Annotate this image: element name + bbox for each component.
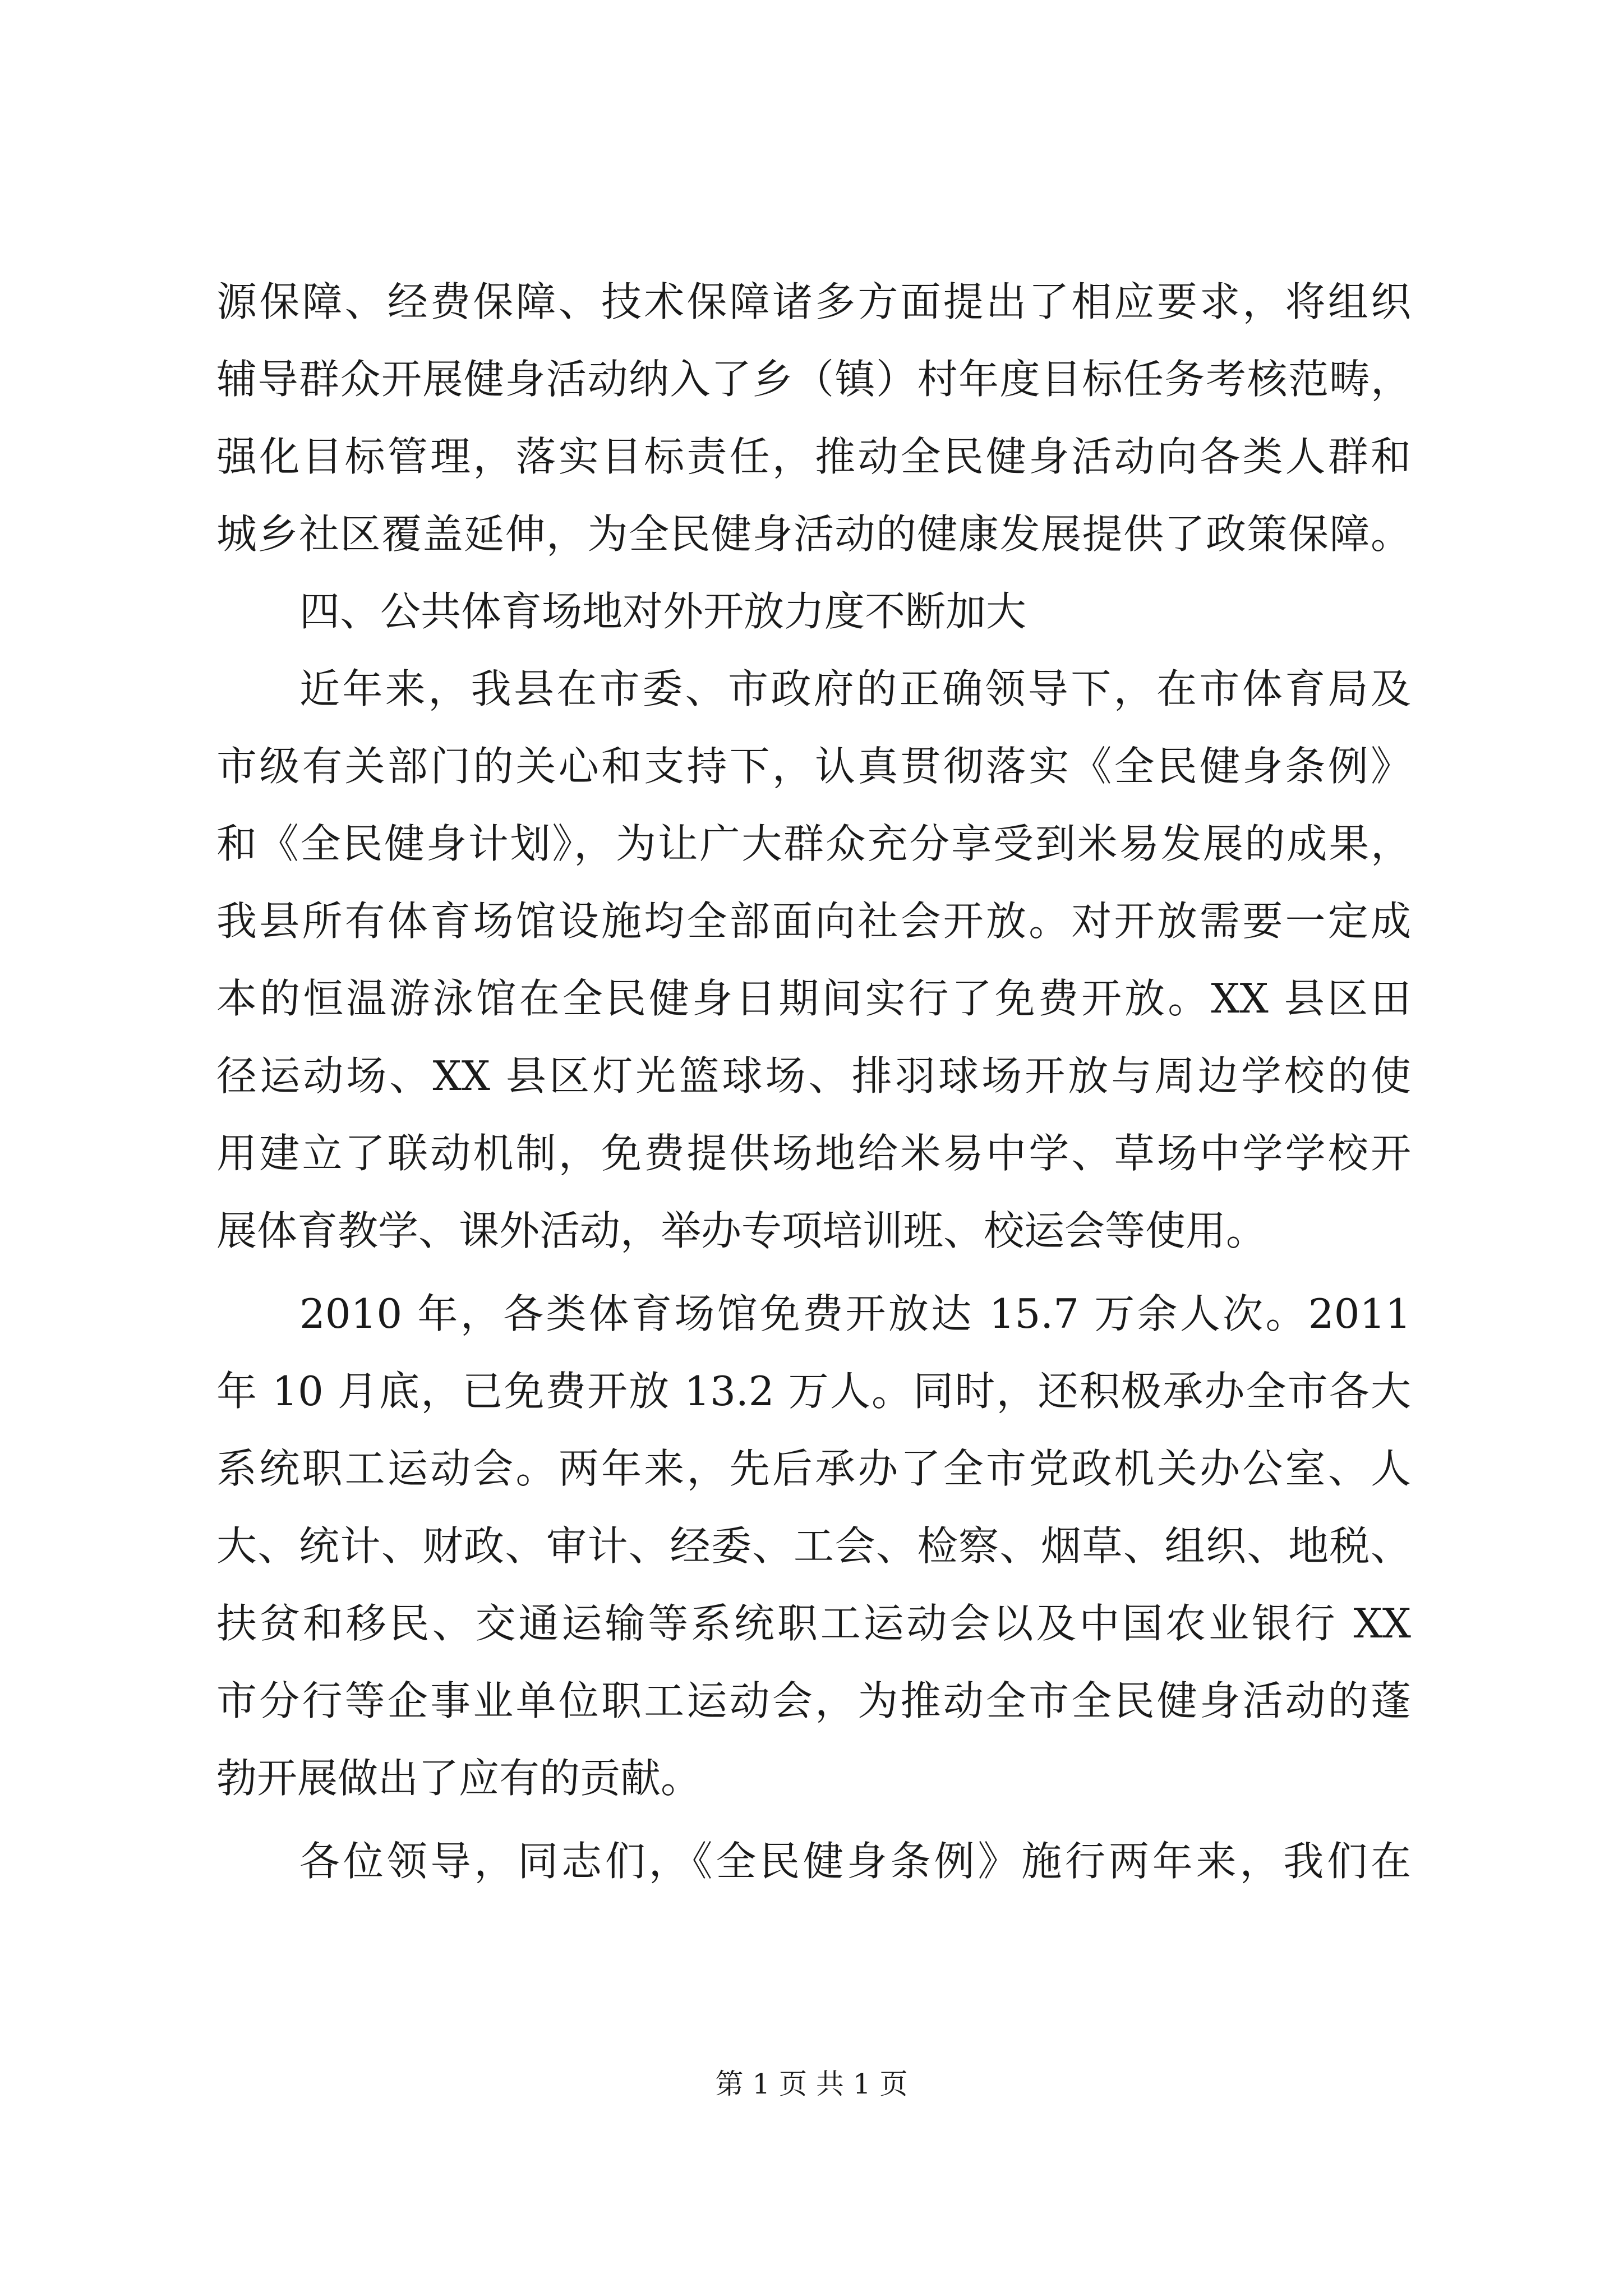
text-line: 勃开展做出了应有的贡献。 xyxy=(216,1755,702,1802)
text-line: 近年来，我县在市委、市政府的正确领导下，在市体育局及 xyxy=(299,665,1411,712)
page-footer: 第 1 页 共 1 页 xyxy=(715,2068,908,2100)
text-line: 辅导群众开展健身活动纳入了乡（镇）村年度目标任务考核范畴， xyxy=(216,356,1411,403)
text-line: 和《全民健身计划》，为让广大群众充分享受到米易发展的成果， xyxy=(216,820,1411,867)
text-line: 径运动场、XX 县区灯光篮球场、排羽球场开放与周边学校的使 xyxy=(216,1052,1411,1099)
text-line: 城乡社区覆盖延伸，为全民健身活动的健康发展提供了政策保障。 xyxy=(216,510,1411,558)
text-line: 年 10 月底，已免费开放 13.2 万人。同时，还积极承办全市各大 xyxy=(216,1368,1411,1415)
text-line: 市分行等企事业单位职工运动会，为推动全市全民健身活动的蓬 xyxy=(216,1677,1411,1724)
text-line: 大、统计、财政、审计、经委、工会、检察、烟草、组织、地税、 xyxy=(216,1522,1411,1570)
text-line: 市级有关部门的关心和支持下，认真贯彻落实《全民健身条例》 xyxy=(216,743,1411,790)
text-line: 强化目标管理，落实目标责任，推动全民健身活动向各类人群和 xyxy=(216,433,1411,480)
text-line: 2010 年，各类体育场馆免费开放达 15.7 万余人次。2011 xyxy=(299,1290,1411,1337)
text-line: 我县所有体育场馆设施均全部面向社会开放。对开放需要一定成 xyxy=(216,898,1411,945)
text-line: 扶贫和移民、交通运输等系统职工运动会以及中国农业银行 XX xyxy=(216,1600,1411,1647)
text-line: 源保障、经费保障、技术保障诸多方面提出了相应要求，将组织 xyxy=(216,278,1411,325)
text-line: 本的恒温游泳馆在全民健身日期间实行了免费开放。XX 县区田 xyxy=(216,975,1411,1022)
text-line: 展体育教学、课外活动，举办专项培训班、校运会等使用。 xyxy=(216,1207,1267,1254)
text-line: 各位领导，同志们，《全民健身条例》施行两年来，我们在 xyxy=(299,1838,1411,1885)
text-line: 用建立了联动机制，免费提供场地给米易中学、草场中学学校开 xyxy=(216,1130,1411,1177)
text-line: 系统职工运动会。两年来，先后承办了全市党政机关办公室、人 xyxy=(216,1445,1411,1492)
section-heading: 四、公共体育场地对外开放力度不断加大 xyxy=(299,588,1027,635)
